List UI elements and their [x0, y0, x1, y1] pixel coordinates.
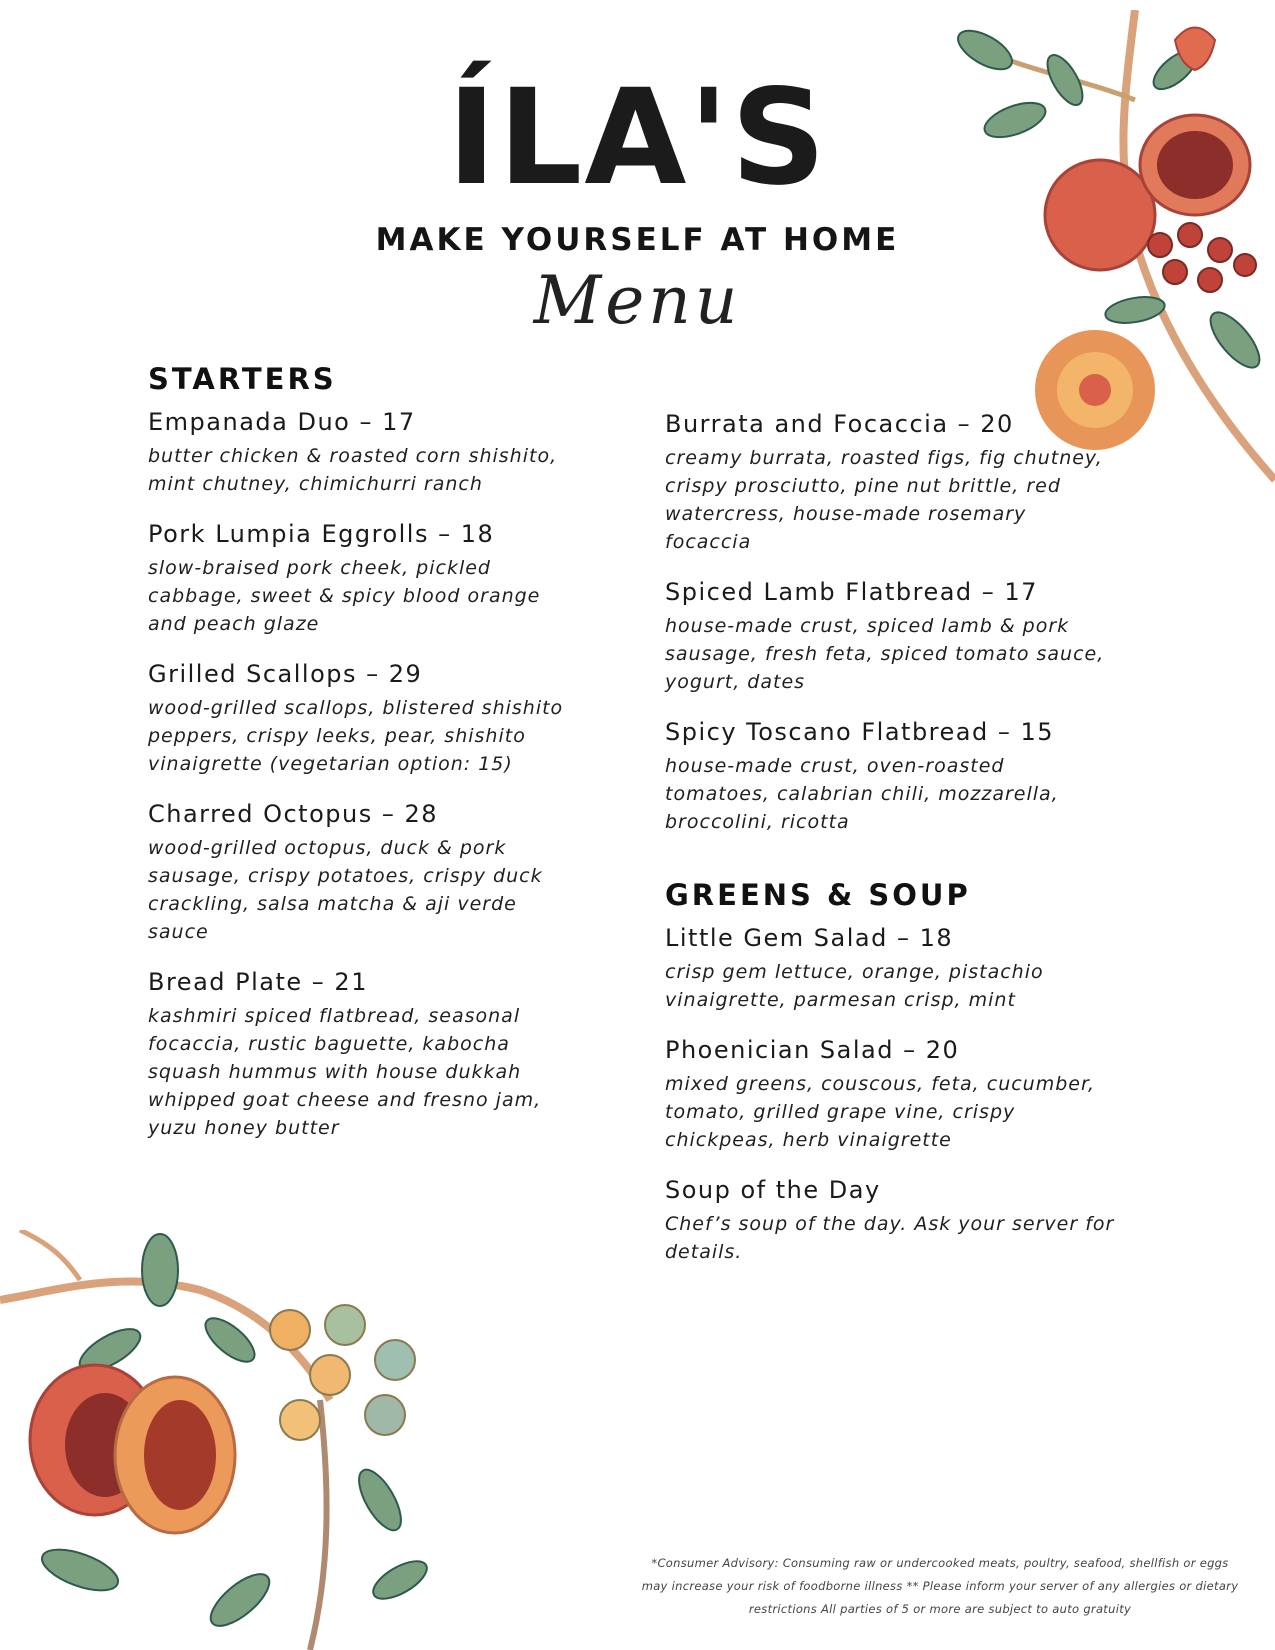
menu-item [665, 718, 1115, 836]
menu-item [665, 578, 1115, 696]
item-name: Pork Lumpia Eggrolls – 18 [148, 520, 495, 548]
item-description: slow-braised pork cheek, pickled cabbage, sweet & spicy blood orange and peach glaze [148, 557, 541, 635]
consumer-advisory: *Consumer Advisory: Consuming raw or undercooked meats, poultry, seafood, shellfish or eggs may increase your risk of foodborne illness ** Please inform your server of any allergies or dietary restrictions All parties of 5 or more are subject to auto gratuity [641, 1556, 1239, 1616]
starters-column-right [665, 410, 1115, 1288]
item-description: house-made crust, spiced lamb & pork sausage, fresh feta, spiced tomato sauce, yogurt, dates [665, 615, 1105, 693]
menu-item [148, 408, 578, 498]
greens-soup-section [665, 878, 1115, 1266]
branch [20, 1230, 80, 1280]
item-name: Burrata and Focaccia – 20 [665, 410, 1014, 438]
starters-column-left [148, 362, 578, 1164]
menu-item [665, 410, 1115, 556]
item-name: Grilled Scallops – 29 [148, 660, 423, 688]
menu-item [665, 1036, 1115, 1154]
item-description: creamy burrata, roasted figs, fig chutney, crispy prosciutto, pine nut brittle, red watercress, house-made rosemary focaccia [665, 447, 1103, 553]
item-description: crisp gem lettuce, orange, pistachio vinaigrette, parmesan crisp, mint [665, 961, 1044, 1011]
item-name: Soup of the Day [665, 1176, 881, 1204]
item-name: Charred Octopus – 28 [148, 800, 439, 828]
menu-item [148, 968, 578, 1142]
menu-item [148, 660, 578, 778]
menu-item [665, 924, 1115, 1014]
tagline: MAKE YOURSELF AT HOME [375, 222, 900, 258]
item-description: butter chicken & roasted corn shishito, mint chutney, chimichurri ranch [148, 445, 558, 495]
section-title-greens-soup: GREENS & SOUP [665, 878, 971, 912]
branch [310, 1400, 327, 1650]
item-name: Phoenician Salad – 20 [665, 1036, 960, 1064]
restaurant-logo: ÍLA'S [447, 61, 828, 215]
menu-item [148, 800, 578, 946]
menu-item [148, 520, 578, 638]
item-description: house-made crust, oven-roasted tomatoes, calabrian chili, mozzarella, broccolini, ricotta [665, 755, 1059, 833]
bottom-botanical-illustration [0, 1230, 460, 1650]
grapes [270, 1305, 415, 1440]
pomegranate-right-seeds [144, 1400, 216, 1510]
item-description: mixed greens, couscous, feta, cucumber, tomato, grilled grape vine, crispy chickpeas, herb vinaigrette [665, 1073, 1096, 1151]
item-description: Chef’s soup of the day. Ask your server for details. [665, 1213, 1115, 1263]
item-description: wood-grilled octopus, duck & pork sausage, crispy potatoes, crispy duck crackling, salsa matcha & aji verde sauce [148, 837, 543, 943]
item-description: wood-grilled scallops, blistered shishito peppers, crispy leeks, pear, shishito vinaigrette (vegetarian option: 15) [148, 697, 564, 775]
item-name: Bread Plate – 21 [148, 968, 368, 996]
item-name: Spicy Toscano Flatbread – 15 [665, 718, 1055, 746]
item-name: Spiced Lamb Flatbread – 17 [665, 578, 1038, 606]
item-name: Little Gem Salad – 18 [665, 924, 954, 952]
menu-script-title: Menu [533, 262, 742, 339]
item-name: Empanada Duo – 17 [148, 408, 416, 436]
menu-item [665, 1176, 1115, 1266]
section-title-starters: STARTERS [148, 362, 337, 396]
item-description: kashmiri spiced flatbread, seasonal focaccia, rustic baguette, kabocha squash hummus with house dukkah whipped goat cheese and fresno jam, yuzu honey butter [148, 1005, 542, 1139]
